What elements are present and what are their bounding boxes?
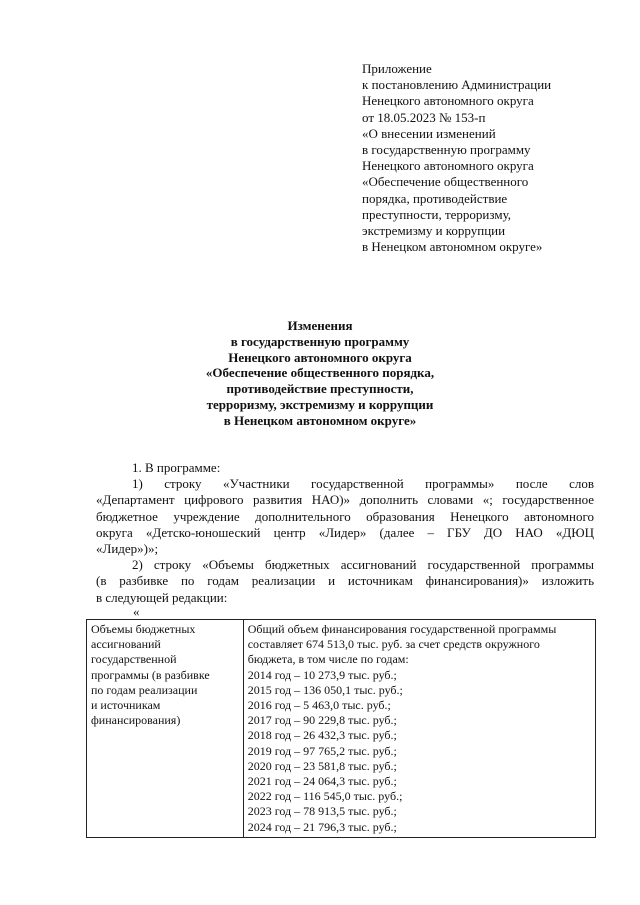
cell-line: 2014 год – 10 273,9 тыс. руб.; bbox=[247, 667, 397, 682]
cell-line: 2019 год – 97 765,2 тыс. руб.; bbox=[247, 743, 397, 758]
paragraph-line: 2) строку «Объемы бюджетных ассигнований государственной программы bbox=[132, 557, 594, 573]
appendix-line: порядка, противодействие bbox=[362, 190, 508, 206]
appendix-line: преступности, терроризму, bbox=[362, 206, 512, 222]
appendix-line: экстремизму и коррупции bbox=[362, 223, 506, 239]
cell-line: финансирования) bbox=[91, 713, 181, 728]
appendix-line: «О внесении изменений bbox=[362, 125, 496, 141]
cell-line: 2021 год – 24 064,3 тыс. руб.; bbox=[247, 774, 397, 789]
cell-line: 2017 год – 90 229,8 тыс. руб.; bbox=[247, 713, 397, 728]
cell-line: составляет 674 513,0 тыс. руб. за счет средств окружного bbox=[247, 637, 540, 652]
appendix-block bbox=[362, 61, 632, 255]
cell-line: Общий объем финансирования государственной программы bbox=[247, 622, 557, 636]
title-line: терроризму, экстремизму и коррупции bbox=[206, 396, 434, 412]
cell-line: 2024 год – 21 796,3 тыс. руб.; bbox=[247, 819, 397, 834]
table-cell-label bbox=[87, 620, 244, 838]
appendix-line: к постановлению Администрации bbox=[362, 77, 552, 93]
title-line: в государственную программу bbox=[230, 333, 410, 349]
cell-line: 2023 год – 78 913,5 тыс. руб.; bbox=[247, 804, 397, 819]
table-row bbox=[87, 620, 596, 838]
cell-line: по годам реализации bbox=[91, 682, 198, 697]
cell-line: 2020 год – 23 581,8 тыс. руб.; bbox=[247, 758, 397, 773]
paragraph-line: «Департамент цифрового развития НАО)» дополнить словами «; государственное bbox=[96, 492, 594, 508]
title-line: противодействие преступности, bbox=[226, 381, 414, 397]
cell-line: программы (в разбивке bbox=[91, 667, 210, 682]
item-heading: 1. В программе: bbox=[132, 460, 221, 475]
document-title bbox=[90, 318, 550, 429]
cell-line: 2016 год – 5 463,0 тыс. руб.; bbox=[247, 698, 391, 713]
appendix-line: Приложение bbox=[362, 61, 432, 76]
paragraph-line: бюджетное учреждение дополнительного образования Ненецкого автономного bbox=[96, 508, 594, 524]
appendix-line: в Ненецком автономном округе» bbox=[362, 239, 543, 255]
paragraph-line: округа «Детско-юношеский центр «Лидер» (далее – ГБУ ДО НАО «ДЮЦ bbox=[96, 524, 594, 540]
appendix-line: от 18.05.2023 № 153-п bbox=[362, 109, 486, 125]
title-line: Ненецкого автономного округа bbox=[228, 349, 412, 365]
paragraph-line: в следующей редакции: bbox=[96, 589, 228, 605]
cell-line: бюджета, в том числе по годам: bbox=[247, 652, 409, 667]
paragraph-line: 1) строку «Участники государственной программы» после слов bbox=[132, 476, 594, 492]
cell-line: Объемы бюджетных bbox=[91, 622, 196, 636]
paragraph-line: «Лидер»)»; bbox=[96, 541, 159, 557]
cell-line: 2022 год – 116 545,0 тыс. руб.; bbox=[247, 789, 403, 804]
paragraph-line: (в разбивке по годам реализации и источникам финансирования)» изложить bbox=[96, 573, 594, 589]
opening-quote: « bbox=[133, 604, 140, 619]
allocation-table bbox=[86, 619, 596, 838]
cell-line: 2018 год – 26 432,3 тыс. руб.; bbox=[247, 728, 397, 743]
appendix-line: в государственную программу bbox=[362, 142, 531, 158]
title-line: «Обеспечение общественного порядка, bbox=[205, 365, 435, 381]
cell-line: и источникам bbox=[91, 698, 161, 713]
appendix-line: Ненецкого автономного округа bbox=[362, 93, 534, 109]
appendix-line: Ненецкого автономного округа bbox=[362, 158, 534, 174]
cell-line: 2015 год – 136 050,1 тыс. руб.; bbox=[247, 682, 403, 697]
appendix-line: «Обеспечение общественного bbox=[362, 174, 529, 190]
title-line: Изменения bbox=[287, 318, 353, 333]
cell-line: ассигнований bbox=[91, 637, 161, 652]
cell-line: государственной bbox=[91, 652, 177, 667]
table-cell-value bbox=[243, 620, 595, 838]
title-line: в Ненецком автономном округе» bbox=[223, 412, 417, 428]
document-body bbox=[96, 460, 594, 606]
